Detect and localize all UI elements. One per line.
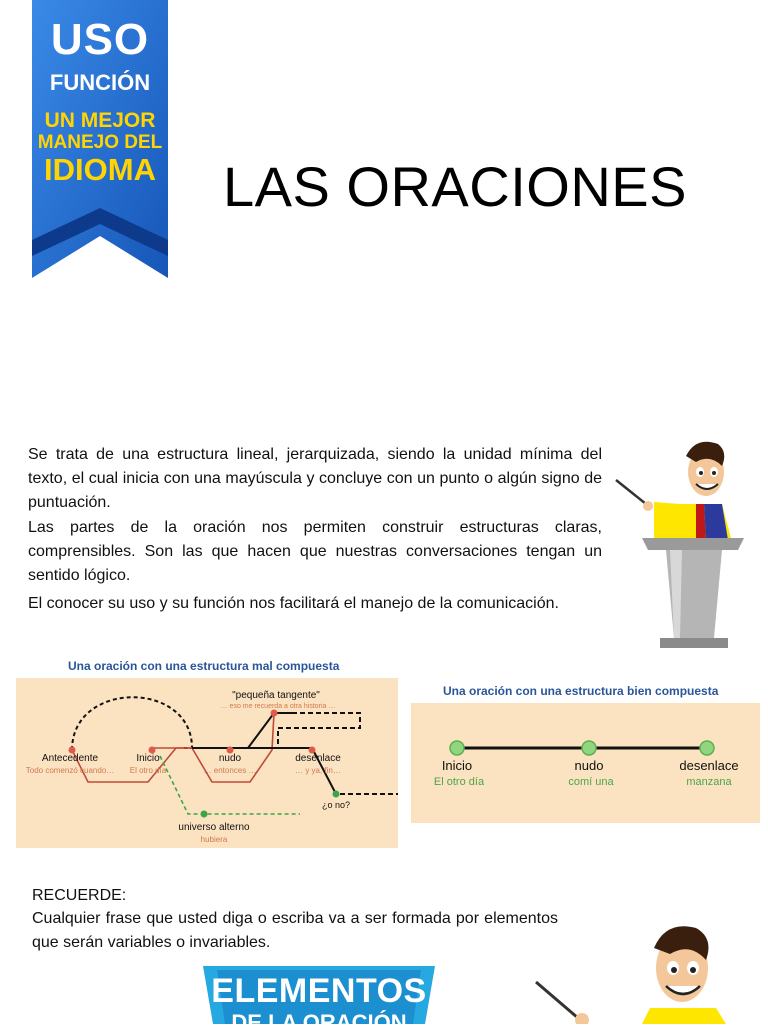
- label-nudo-sub: … entonces …: [203, 766, 257, 775]
- logo-line-manejo-del: MANEJO DEL: [37, 132, 163, 153]
- label-tangente: "pequeña tangente": [232, 690, 320, 701]
- recuerde-heading: RECUERDE:: [32, 887, 127, 904]
- paragraph-definition: Se trata de una estructura lineal, jerarquizada, siendo la unidad mínima del texto, el cual inicia con una mayúscula y concluye con un punto o algún signo de puntuación.: [28, 446, 602, 511]
- diagram-bad-title: Una oración con una estructura mal compuesta: [68, 659, 340, 673]
- elementos-banner: [203, 966, 435, 1035]
- label-antecedente: Antecedente: [41, 753, 99, 764]
- logo-line-idioma: IDIOMA: [44, 152, 156, 187]
- good-label-inicio: Inicio: [441, 758, 473, 773]
- recuerde-text: Cualquier frase que usted diga o escriba va a ser formada por elementos que serán variables o invariables.: [32, 910, 558, 951]
- elementos-subtitle: DE LA ORACIÓN: [231, 1010, 407, 1035]
- good-label-nudo-sub: comí una: [568, 776, 614, 788]
- label-inicio-sub: El otro día: [129, 766, 167, 775]
- logo-line-funcion: FUNCIÓN: [49, 70, 151, 95]
- good-label-inicio-sub: El otro día: [433, 776, 485, 788]
- label-universo-alterno-sub: hubiera: [200, 835, 228, 844]
- label-o-no: ¿o no?: [321, 800, 351, 810]
- label-inicio: Inicio: [136, 753, 160, 764]
- label-nudo: nudo: [218, 753, 242, 764]
- label-desenlace: desenlace: [295, 753, 341, 764]
- good-label-desenlace: desenlace: [679, 758, 739, 773]
- uso-funcion-logo: [30, 0, 170, 280]
- label-desenlace-sub: … y ya, fin…: [295, 766, 341, 775]
- page-title: LAS ORACIONES: [223, 155, 687, 218]
- good-label-desenlace-sub: manzana: [686, 776, 732, 788]
- good-label-nudo: nudo: [574, 758, 604, 773]
- node-o-no: [333, 791, 340, 798]
- label-antecedente-sub: Todo comenzó cuando…: [25, 766, 115, 775]
- node-universo-alterno: [201, 811, 208, 818]
- good-node-inicio: [450, 741, 464, 755]
- paragraph-partes: Las partes de la oración nos permiten construir estructuras claras, comprensibles. Son las que hacen que nuestras conversaciones tengan un sentido lógico.: [28, 519, 602, 584]
- good-node-desenlace: [700, 741, 714, 755]
- paragraph-uso-funcion: El conocer su uso y su función nos facilitará el manejo de la comunicación.: [28, 595, 559, 612]
- diagram-bad-structure: [16, 678, 398, 848]
- logo-line-uso: USO: [50, 15, 150, 64]
- node-tangente: [271, 710, 278, 717]
- teacher-pointer-illustration-bottom: [530, 918, 730, 1024]
- teacher-pointer-illustration: [610, 432, 750, 660]
- logo-line-un-mejor: UN MEJOR: [44, 109, 156, 132]
- label-tangente-sub: … eso me recuerda a otra historia …: [220, 703, 336, 710]
- label-universo-alterno: universo alterno: [178, 822, 250, 833]
- good-node-nudo: [582, 741, 596, 755]
- diagram-good-title: Una oración con una estructura bien compuesta: [443, 684, 719, 698]
- diagram-good-structure: [411, 703, 760, 823]
- elementos-title: ELEMENTOS: [211, 972, 427, 1010]
